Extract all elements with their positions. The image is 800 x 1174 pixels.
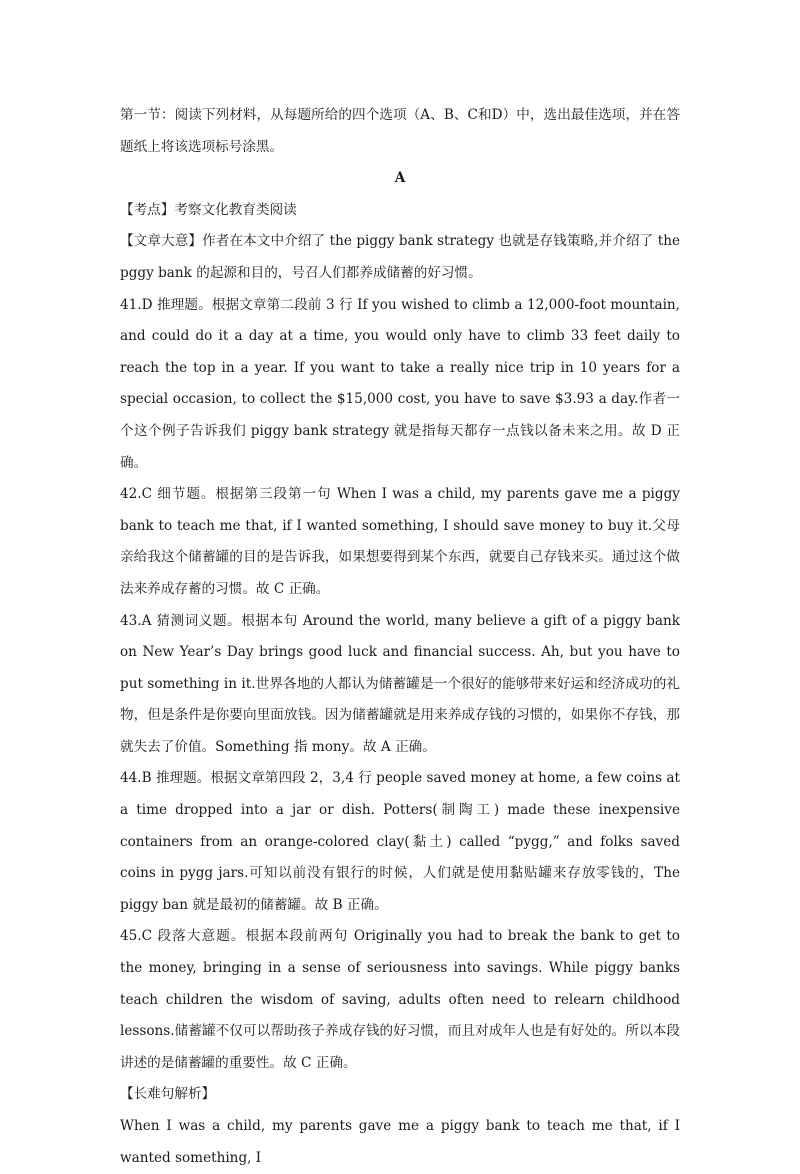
long-sentence-heading: 【长难句解析】 — [120, 1086, 216, 1103]
passage-label: A — [394, 170, 406, 187]
document-page — [120, 100, 680, 1174]
answer-42: 42.C 细节题。根据第三段第一句 When I was a child, my parents gave me a piggy bank to teach me that, if I wanted something, I should save money to buy it.父母亲给我这个储蓄罐的目的是告诉我，如果想要得到某个东西，就要自己存钱来买。通过这个做法来养成存蓄的习惯。故 C 正确。 — [120, 486, 680, 597]
kaodian-line: 【考点】考察文化教育类阅读 — [120, 201, 297, 218]
section-instructions: 第一节：阅读下列材料，从每题所给的四个选项（A、B、C和D）中，选出最佳选项，并在答题纸上将该选项标号涂黑。 — [120, 107, 680, 155]
answer-45: 45.C 段落大意题。根据本段前两句 Originally you had to break the bank to get to the money, bringing in a sense of seriousness into savings. While piggy banks teach children the wisdom of saving, adults often need to relearn childhood lessons.储蓄罐不仅可以帮助孩子养成存钱的好习惯，而且对成年人也是有好处的。所以本段讲述的是储蓄罐的重要性。故 C 正确。 — [120, 928, 680, 1071]
answer-41: 41.D 推理题。根据文章第二段前 3 行 If you wished to climb a 12,000-foot mountain, and could do it a day at a time, you would only have to climb 33 feet daily to reach the top in a year. If you want to take a really nice trip in 10 years for a special occasion, to collect the $15,000 cost, you have to save $3.93 a day.作者一个这个例子告诉我们 piggy bank strategy 就是指每天都存一点钱以备未来之用。故 D 正确。 — [120, 296, 680, 471]
long-sentence-text: When I was a child, my parents gave me a piggy bank to teach me that, if I wanted something, I — [120, 1118, 680, 1166]
answer-44: 44.B 推理题。根据文章第四段 2，3,4 行 people saved money at home, a few coins at a time dropped into a jar or dish. Potters(制陶工) made these inexpensive containers from an orange-colored clay(黏土) called “pygg,” and folks saved coins in pygg jars.可知以前没有银行的时候，人们就是使用黏贴罐来存放零钱的，The piggy ban 就是最初的储蓄罐。故 B 正确。 — [120, 770, 680, 913]
article-summary: 【文章大意】作者在本文中介绍了 the piggy bank strategy 也就是存钱策略,并介绍了 the pggy bank 的起源和目的，号召人们都养成储蓄的好习惯。 — [120, 233, 680, 281]
answer-43: 43.A 猜测词义题。根据本句 Around the world, many believe a gift of a piggy bank on New Year’s Day brings good luck and financial success. Ah, but you have to put something in it.世界各地的人都认为储蓄罐是一个很好的能够带来好运和经济成功的礼物，但是条件是你要向里面放钱。因为储蓄罐就是用来养成存钱的习惯的，如果你不存钱，那就失去了价值。Something 指 mony。故 A 正确。 — [120, 612, 680, 755]
